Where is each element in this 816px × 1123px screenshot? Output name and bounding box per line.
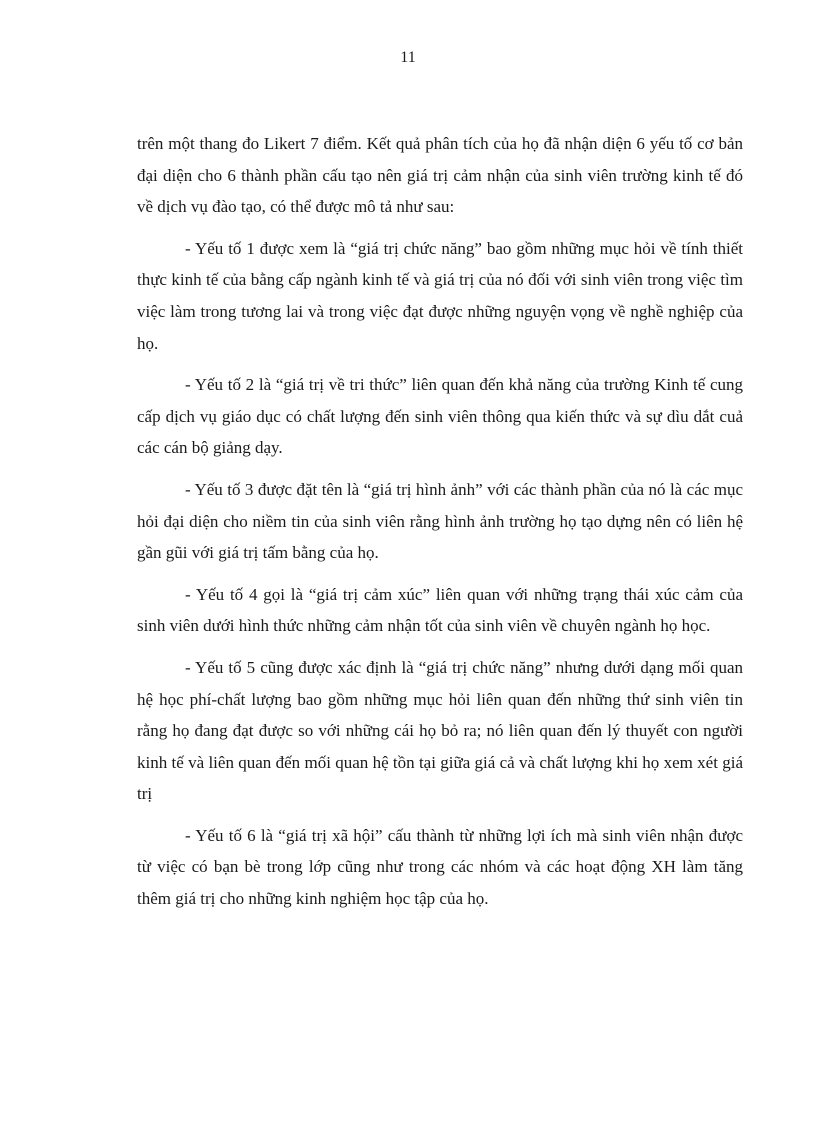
body-text bbox=[137, 128, 743, 915]
paragraph-factor-3: - Yếu tố 3 được đặt tên là “giá trị hình ảnh” với các thành phần của nó là các mục hỏi đại diện cho niềm tin của sinh viên rằng hình ảnh trường họ tạo dựng nên có liên hệ gần gũi với giá trị tấm bằng của họ. bbox=[137, 479, 743, 563]
page-number: 11 bbox=[400, 49, 416, 66]
paragraph-intro: trên một thang đo Likert 7 điểm. Kết quả phân tích của họ đã nhận diện 6 yếu tố cơ bản đại diện cho 6 thành phần cấu tạo nên giá trị cảm nhận của sinh viên trường kinh tế đó về dịch vụ đào tạo, có thể được mô tả như sau: bbox=[137, 134, 743, 217]
paragraph-factor-1: - Yếu tố 1 được xem là “giá trị chức năng” bao gồm những mục hỏi về tính thiết thực kinh tế của bằng cấp ngành kinh tế và giá trị của nó đối với sinh viên trong việc tìm việc làm trong tương lai và trong việc đạt được những nguyện vọng về nghề nghiệp của họ. bbox=[137, 238, 743, 353]
paragraph-factor-6: - Yếu tố 6 là “giá trị xã hội” cấu thành từ những lợi ích mà sinh viên nhận được từ việc có bạn bè trong lớp cũng như trong các nhóm và các hoạt động XH làm tăng thêm giá trị cho những kinh nghiệm học tập của họ. bbox=[137, 825, 743, 909]
paragraph-factor-2: - Yếu tố 2 là “giá trị về tri thức” liên quan đến khả năng của trường Kinh tế cung cấp dịch vụ giáo dục có chất lượng đến sinh viên thông qua kiến thức và sự dìu dắt cuả các cán bộ giảng dạy. bbox=[137, 375, 743, 458]
paragraph-factor-4: - Yếu tố 4 gọi là “giá trị cảm xúc” liên quan với những trạng thái xúc cảm của sinh viên dưới hình thức những cảm nhận tốt của sinh viên về chuyên ngành họ học. bbox=[137, 584, 743, 636]
paragraph-factor-5: - Yếu tố 5 cũng được xác định là “giá trị chức năng” nhưng dưới dạng mối quan hệ học phí-chất lượng bao gồm những mục hỏi liên quan đến những thứ sinh viên tin rằng họ đang đạt được so với những cái họ bỏ ra; nó liên quan đến lý thuyết con người kinh tế và liên quan đến mối quan hệ tồn tại giữa giá cả và chất lượng khi họ xem xét giá trị bbox=[137, 657, 743, 804]
